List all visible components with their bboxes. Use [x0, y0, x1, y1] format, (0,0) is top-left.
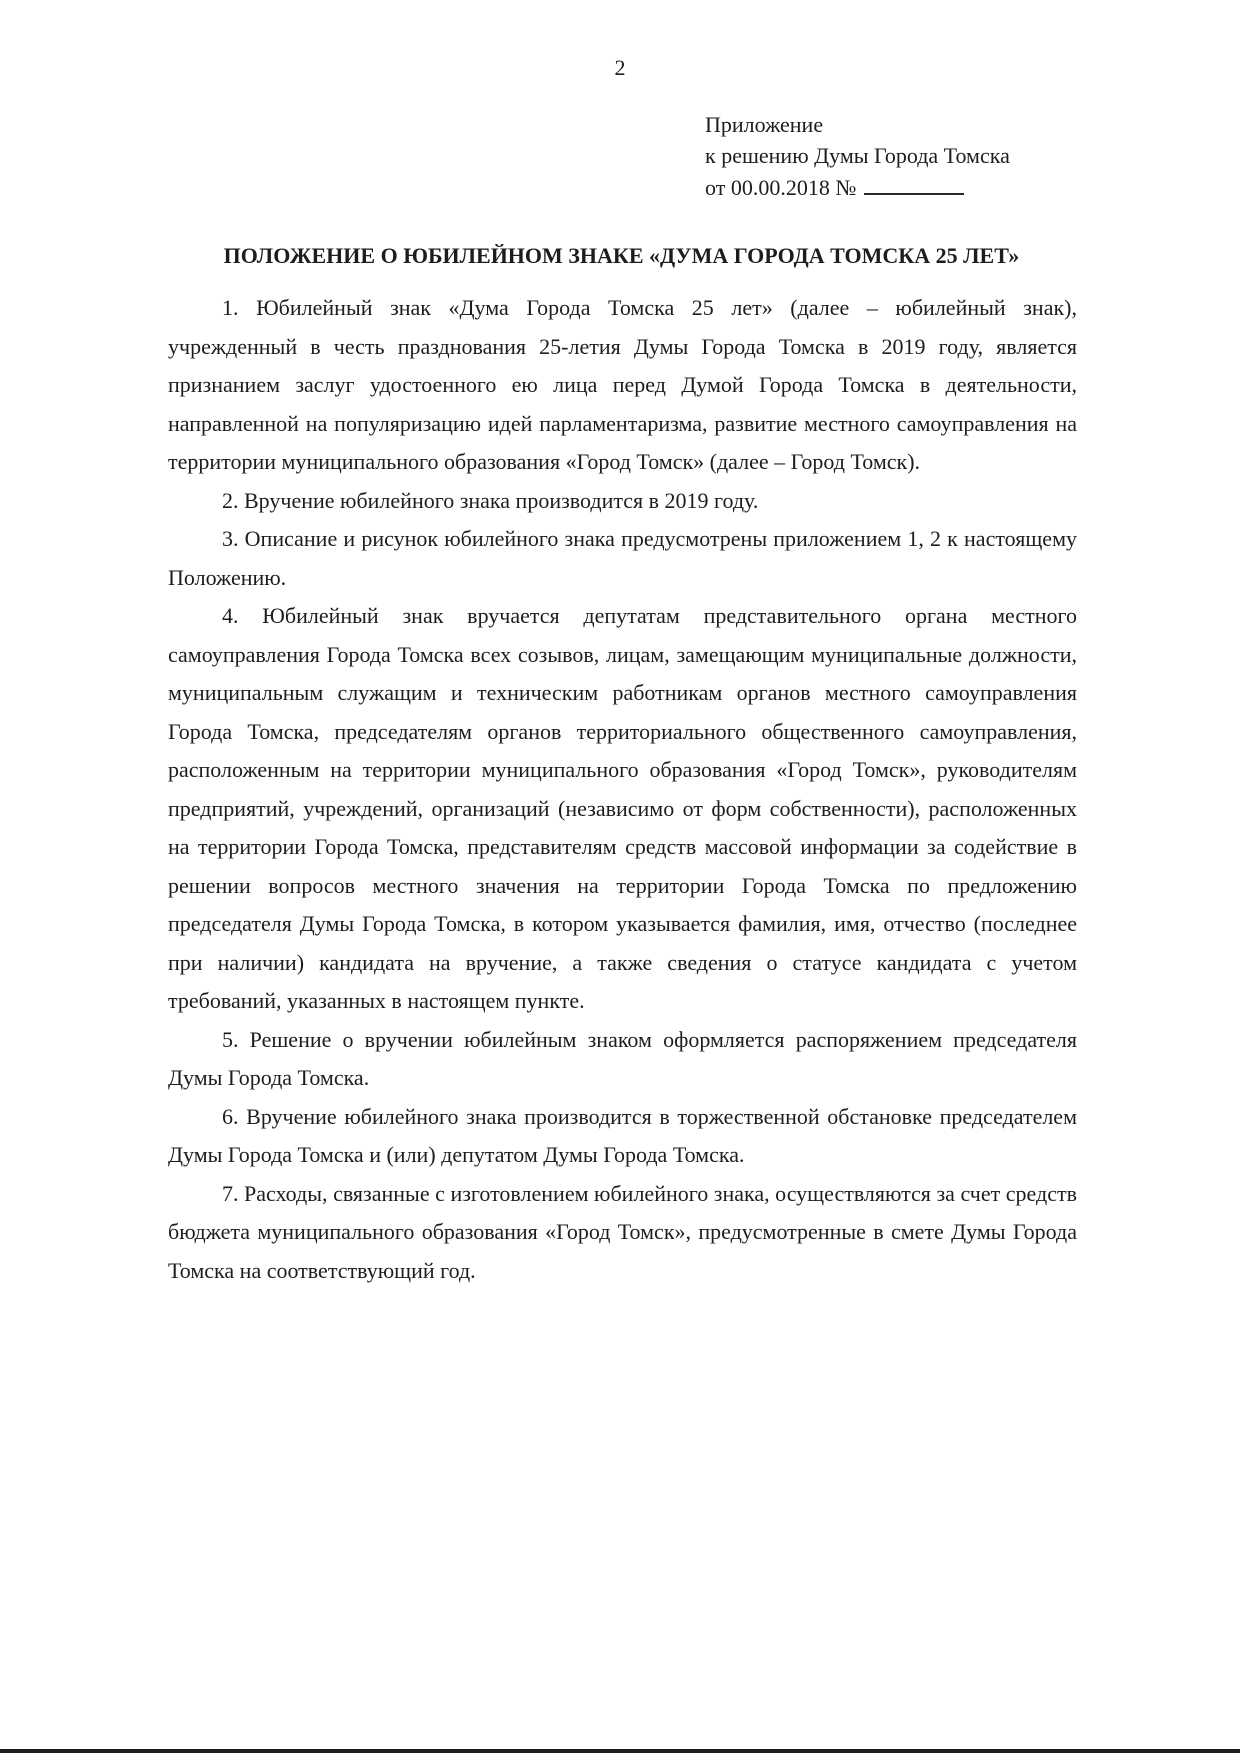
- blank-line: [864, 171, 964, 195]
- appendix-date-text: от 00.00.2018 №: [705, 175, 857, 200]
- paragraph-6: 6. Вручение юбилейного знака производится в торжественной обстановке председателем Думы Города Томска и (или) депутатом Думы Города Томска.: [168, 1103, 1077, 1167]
- scan-edge-line: [0, 1749, 1240, 1753]
- paragraph-1: 1. Юбилейный знак «Дума Города Томска 25 лет» (далее – юбилейный знак), учрежденный в честь празднования 25-летия Думы Города Томска в 2019 году, является признанием заслуг удостоенного ею лица перед Думой Города Томска в деятельности, направленной на популяризацию идей парламентаризма, развитие местного самоуправления на территории муниципального образования «Город Томск» (далее – Город Томск).: [168, 295, 1077, 474]
- paragraph-2: 2. Вручение юбилейного знака производится в 2019 году.: [222, 487, 759, 513]
- paragraph-7: 7. Расходы, связанные с изготовлением юбилейного знака, осуществляются за счет средств бюджета муниципального образования «Город Томск», предусмотренные в смете Думы Города Томска на соответствующий год.: [168, 1180, 1077, 1283]
- document-body: [0, 289, 1240, 1290]
- appendix-block: [705, 109, 1240, 203]
- page-number: 2: [614, 55, 626, 80]
- document-title: ПОЛОЖЕНИЕ О ЮБИЛЕЙНОМ ЗНАКЕ «ДУМА ГОРОДА ТОМСКА 25 ЛЕТ»: [223, 243, 1020, 268]
- appendix-line-3: [705, 171, 1240, 203]
- appendix-line-1: Приложение: [705, 112, 824, 137]
- paragraph-4: 4. Юбилейный знак вручается депутатам представительного органа местного самоуправления Города Томска всех созывов, лицам, замещающим муниципальные должности, муниципальным служащим и техническим работникам органов местного самоуправления Города Томска, председателям органов территориального общественного самоуправления, расположенным на территории муниципального образования «Город Томск», руководителям предприятий, учреждений, организаций (независимо от форм собственности), расположенных на территории Города Томска, представителям средств массовой информации за содействие в решении вопросов местного значения на территории Города Томска по предложению председателя Думы Города Томска, в котором указывается фамилия, имя, отчество (последнее при наличии) кандидата на вручение, а также сведения о статусе кандидата с учетом требований, указанных в настоящем пункте.: [168, 603, 1077, 1013]
- paragraph-5: 5. Решение о вручении юбилейным знаком оформляется распоряжением председателя Думы Города Томска.: [168, 1026, 1077, 1090]
- paragraph-3: 3. Описание и рисунок юбилейного знака предусмотрены приложением 1, 2 к настоящему Положению.: [168, 526, 1077, 590]
- appendix-line-2: к решению Думы Города Томска: [705, 143, 1010, 168]
